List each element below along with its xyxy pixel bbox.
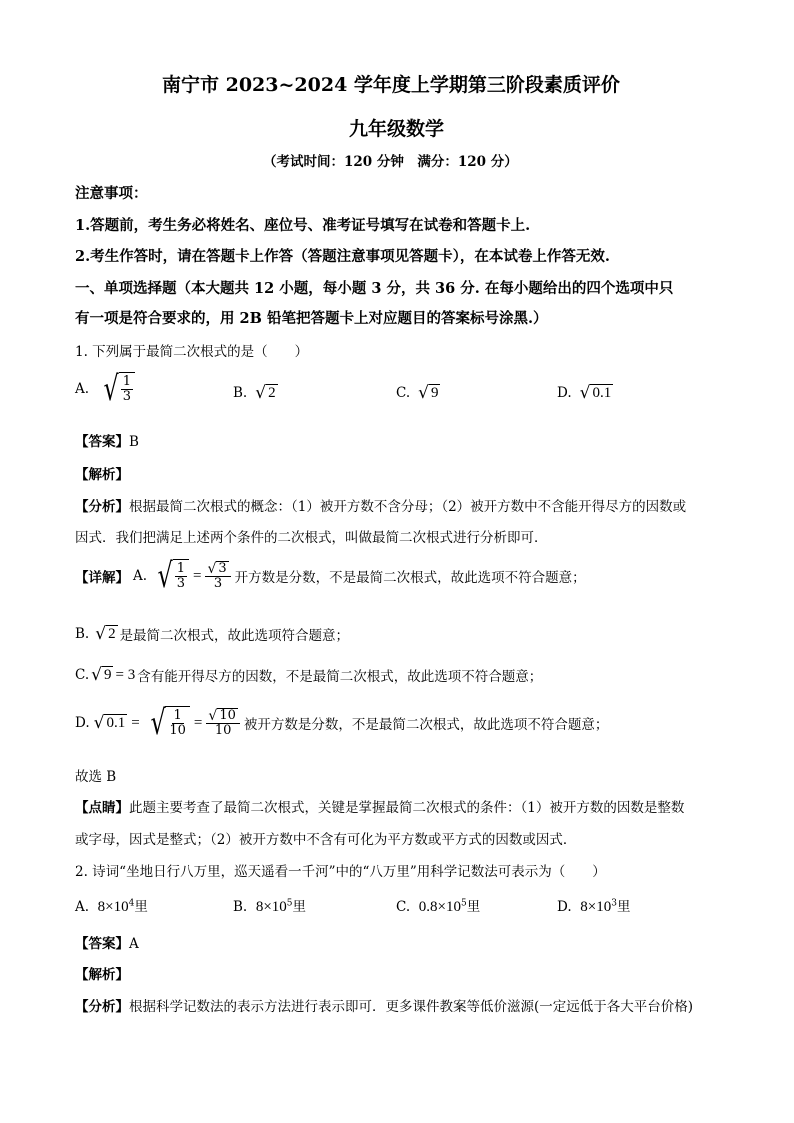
section-heading-line-1: 一、单项选择题（本大题共 12 小题，每小题 3 分，共 36 分. 在每小题给出的四个选项中只	[75, 280, 674, 297]
question-1-stem: 1. 下列属于最简二次根式的是（ ）	[75, 344, 309, 360]
radicand: 9	[430, 385, 439, 401]
fraction-denominator: 10	[214, 723, 232, 738]
sqrt-expression: √ 2	[255, 383, 276, 403]
page-title: 南宁市 2023~2024 学年度上学期第三阶段素质评价	[162, 74, 620, 96]
notes-heading: 注意事项：	[75, 185, 148, 202]
q1-option-a	[75, 369, 135, 409]
notes-item-1: 1.答题前，考生务必将姓名、座位号、准考证号填写在试卷和答题卡上.	[75, 217, 531, 234]
sqrt-expression: √ 0.1	[93, 713, 126, 733]
option-label: D.	[557, 385, 572, 401]
fraction: √ 10 10	[206, 708, 239, 737]
option-label: C.	[75, 667, 90, 683]
fraction-numerator: 1	[176, 561, 185, 577]
option-base: 8×10	[97, 899, 129, 915]
q2-answer-line	[75, 932, 139, 952]
q2-option-b	[233, 895, 306, 916]
option-label: A.	[75, 381, 90, 397]
detail-text: 含有能开得尽方的因数，不是最简二次根式，故此选项不符合题意；	[137, 669, 543, 685]
option-unit: 里	[466, 899, 481, 915]
option-base: 8×10	[580, 899, 612, 915]
option-label: C.	[396, 899, 411, 915]
fraction: √ 3 3	[205, 561, 230, 590]
radicand: 9	[103, 667, 112, 683]
q2-analysis-tag: 【解析】	[75, 967, 129, 983]
q1-fenxi-line-2: 因式．我们把满足上述两个条件的二次根式，叫做最简二次根式进行分析即可．	[75, 530, 548, 546]
q1-detail-c	[75, 665, 542, 685]
option-label: B.	[75, 626, 90, 642]
fraction-denominator: 10	[169, 723, 186, 738]
option-exponent: 5	[286, 898, 293, 909]
radicand: 0.1	[106, 715, 126, 731]
sqrt-expression: √ 9	[418, 383, 439, 403]
q1-choose: 故选 B	[75, 769, 117, 785]
option-unit: 里	[292, 899, 307, 915]
equals-value: = 3	[115, 666, 136, 683]
option-label: C.	[396, 385, 411, 401]
q1-dianjing-line-1	[75, 796, 684, 816]
q1-option-d	[557, 384, 613, 402]
answer-value: A	[129, 936, 139, 952]
q2-fenxi-line	[75, 995, 693, 1015]
q1-dianjing-line-2: 或字母，因式是整式；（2）被开方数中不含有可化为平方数或平方式的因数或因式．	[75, 832, 577, 848]
answer-value: B	[129, 434, 139, 450]
sqrt-expression: √ $\frac{1}{3}$	[97, 372, 135, 406]
fraction-numerator: 1	[122, 374, 131, 390]
option-label: D.	[557, 899, 572, 915]
detail-tag: 【详解】	[75, 570, 129, 586]
q1-fenxi-line-1	[75, 495, 686, 515]
q1-option-b	[233, 384, 278, 402]
question-2-stem: 2. 诗词“坐地日行八万里，巡天遥看一千河”中的“八万里”用科学记数法可表示为（ ）	[75, 864, 606, 880]
page-subtitle: 九年级数学	[349, 118, 445, 140]
radicand: 0.1	[592, 385, 612, 401]
q1-detail-a	[75, 556, 586, 596]
fraction-numerator: 1	[173, 708, 182, 724]
option-exponent: 4	[128, 898, 135, 909]
radicand: 3	[218, 561, 227, 577]
detail-text: 被开方数是分数，不是最简二次根式，故此选项不符合题意；	[243, 717, 609, 733]
option-unit: 里	[134, 899, 148, 915]
dianjing-text: 此题主要考查了最简二次根式，关键是掌握最简二次根式的条件：（1）被开方数的因数是整数	[129, 800, 685, 816]
detail-text: 开方数是分数，不是最简二次根式，故此选项不符合题意；	[234, 570, 586, 586]
radicand: 10	[219, 708, 236, 724]
answer-tag: 【答案】	[75, 936, 129, 952]
radicand: 2	[108, 626, 116, 642]
option-exponent: 3	[611, 898, 617, 909]
fraction-denominator: 3	[213, 576, 223, 591]
fraction-denominator: 3	[176, 576, 185, 591]
option-label: B.	[233, 385, 248, 401]
fraction-denominator: 3	[122, 389, 131, 404]
q1-option-c	[396, 384, 440, 402]
option-label: A.	[133, 568, 148, 584]
sqrt-expression: √ $\frac{1}{10}$	[144, 706, 190, 740]
option-label: B.	[233, 899, 248, 915]
sqrt-expression: √ 2	[95, 624, 116, 644]
option-base: 8×10	[255, 899, 287, 915]
q1-detail-b	[75, 624, 349, 644]
q2-option-c	[396, 895, 480, 916]
equals-sign: =	[131, 714, 140, 731]
q1-analysis-tag: 【解析】	[75, 467, 129, 483]
exam-info: （考试时间：120 分钟 满分：120 分）	[263, 154, 518, 170]
q1-answer-line	[75, 430, 139, 450]
notes-item-2: 2.考生作答时，请在答题卡上作答（答题注意事项见答题卡），在本试卷上作答无效.	[75, 248, 610, 265]
fenxi-text: 根据科学记数法的表示方法进行表示即可．更多课件教案等低价滋源(一定远低于各大平台价格)	[129, 999, 694, 1015]
radicand: 2	[268, 385, 276, 401]
dianjing-tag: 【点睛】	[75, 800, 129, 816]
option-label: A.	[75, 899, 90, 915]
option-label: D.	[75, 715, 90, 731]
fenxi-text: 根据最简二次根式的概念：（1）被开方数不含分母；（2）被开方数中不含能开得尽方的因数或	[129, 499, 687, 515]
sqrt-expression: √ 0.1	[579, 383, 612, 403]
answer-tag: 【答案】	[75, 434, 129, 450]
sqrt-expression: √ $\frac{1}{3}$	[151, 559, 189, 593]
q2-option-d	[557, 895, 630, 916]
sqrt-expression: √ 9	[91, 665, 112, 685]
fenxi-tag: 【分析】	[75, 499, 129, 515]
section-heading-line-2: 有一项是符合要求的，用 2B 铅笔把答题卡上对应题目的答案标号涂黑.）	[75, 310, 548, 327]
option-exponent: 5	[460, 898, 467, 909]
fenxi-tag: 【分析】	[75, 999, 129, 1015]
q1-detail-d	[75, 703, 609, 743]
detail-text: 是最简二次根式，故此选项符合题意；	[119, 628, 350, 644]
option-base: 0.8×10	[418, 899, 461, 915]
equals-sign: =	[193, 714, 203, 731]
option-unit: 里	[616, 899, 631, 915]
equals-sign: =	[193, 567, 202, 584]
q2-option-a	[75, 895, 148, 916]
